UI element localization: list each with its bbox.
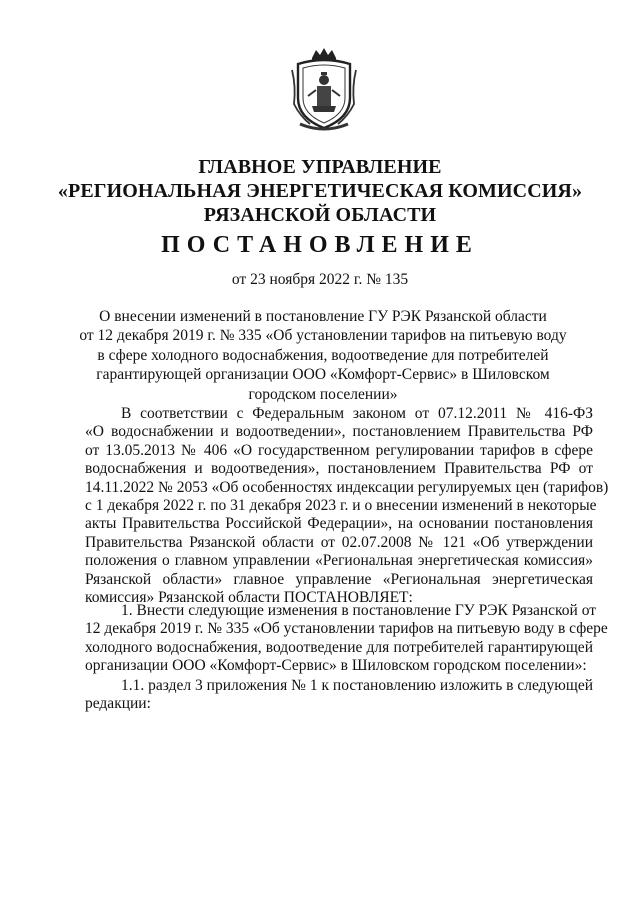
- item-1-1-line: 1.1. раздел 3 приложения № 1 к постановлению изложить в следующей: [121, 677, 593, 694]
- item-1-1-paragraph: [85, 677, 593, 714]
- item-1-line: 12 декабря 2019 г. № 335 «Об установлении тарифов на питьевую воду в сфере: [85, 620, 608, 638]
- authority-name-line-3: РЯЗАНСКОЙ ОБЛАСТИ: [203, 204, 437, 226]
- preamble-line: положения о главном управлении «Региональная энергетическая комиссия»: [85, 552, 593, 570]
- subject-line: от 12 декабря 2019 г. № 335 «Об установлении тарифов на питьевую воду: [79, 327, 567, 345]
- document-type-title: ПОСТАНОВЛЕНИЕ: [161, 232, 479, 258]
- preamble-line: от 13.05.2013 № 406 «О государственном регулировании тарифов в сфере: [85, 441, 593, 459]
- item-1-paragraph: [85, 602, 608, 676]
- date-and-number: от 23 ноября 2022 г. № 135: [231, 271, 409, 288]
- preamble-line: комиссия» Рязанской области ПОСТАНОВЛЯЕТ:: [85, 589, 413, 607]
- item-1-line: 1. Внести следующие изменения в постановление ГУ РЭК Рязанской от: [121, 602, 597, 619]
- preamble-line: водоснабжения и водоотведения», постановлением Правительства РФ от: [85, 460, 593, 478]
- authority-name-line-1: ГЛАВНОЕ УПРАВЛЕНИЕ: [198, 156, 442, 178]
- subject-line: гарантирующей организации ООО «Комфорт-Сервис» в Шиловском: [96, 366, 550, 384]
- item-1-line: организации ООО «Комфорт-Сервис» в Шиловском городском поселении»:: [85, 657, 587, 675]
- preamble-line: Рязанской области» главное управление «Региональная энергетическая: [85, 570, 593, 588]
- preamble-line: с 1 декабря 2022 г. по 31 декабря 2023 г. и о внесении изменений в некоторые: [85, 497, 597, 515]
- subject-line: в сфере холодного водоснабжения, водоотведение для потребителей: [97, 346, 549, 364]
- preamble-line: Правительства Рязанской области от 02.07.2008 № 121 «Об утверждении: [85, 533, 593, 551]
- authority-name-line-2: «РЕГИОНАЛЬНАЯ ЭНЕРГЕТИЧЕСКАЯ КОМИССИЯ»: [57, 180, 583, 202]
- preamble-paragraph: [85, 405, 609, 607]
- subject-line: О внесении изменений в постановление ГУ РЭК Рязанской области: [99, 308, 547, 325]
- item-1-1-line: редакции:: [85, 695, 151, 713]
- preamble-line: «О водоснабжении и водоотведении», постановлением Правительства РФ: [85, 423, 593, 441]
- preamble-line: 14.11.2022 № 2053 «Об особенностях индексации регулируемых цен (тарифов): [85, 478, 609, 496]
- item-1-line: холодного водоснабжения, водоотведение для потребителей гарантирующей: [85, 638, 593, 656]
- preamble-line: В соответствии с Федеральным законом от 07.12.2011 № 416-ФЗ: [121, 405, 593, 422]
- decree-subject: [60, 307, 586, 404]
- coat-of-arms-emblem: [290, 46, 358, 132]
- preamble-line: акты Правительства Российской Федерации», на основании постановления: [85, 515, 593, 533]
- subject-line: городском поселении»: [248, 385, 398, 403]
